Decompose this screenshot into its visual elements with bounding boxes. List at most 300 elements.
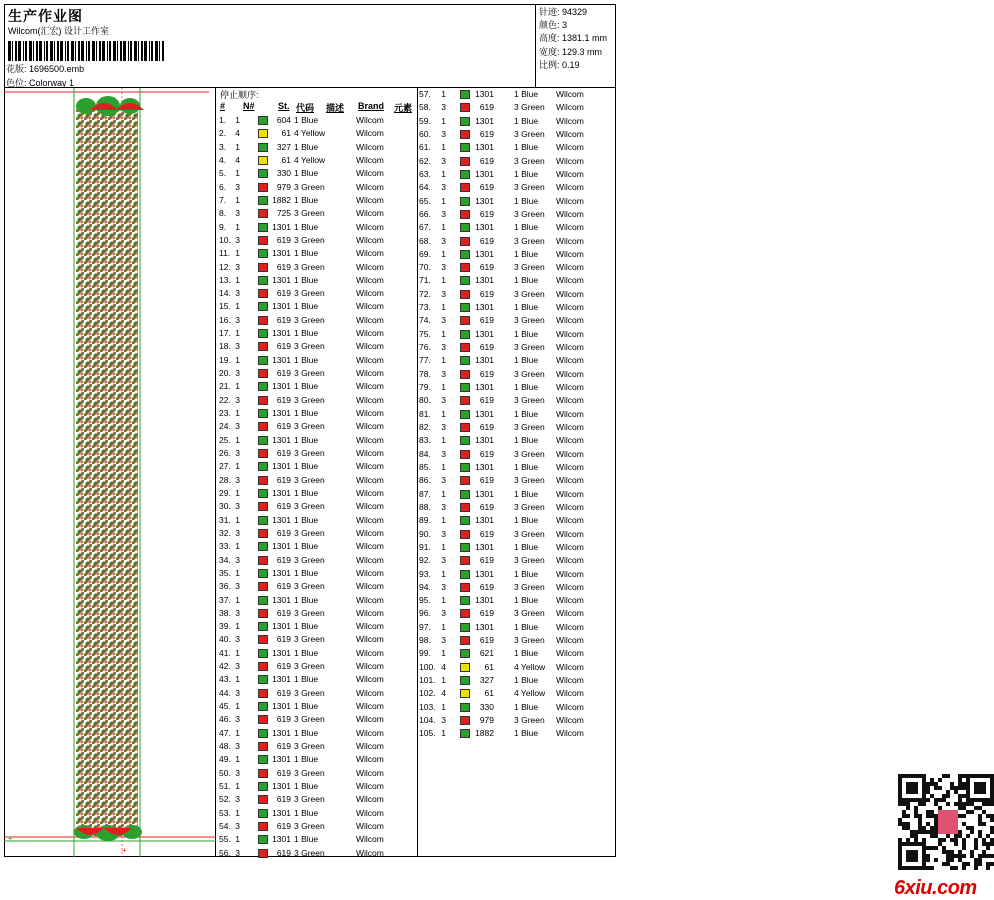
color-swatch xyxy=(258,782,268,791)
stop-row xyxy=(418,727,616,740)
color-swatch xyxy=(258,675,268,684)
row-stitches: 1301 xyxy=(475,408,494,419)
row-needle: 1 xyxy=(235,381,240,392)
stop-row xyxy=(418,714,616,727)
color-swatch xyxy=(258,835,268,844)
row-stitches: 1301 xyxy=(475,195,494,206)
row-description: 3 Green xyxy=(514,368,545,379)
row-brand: Wilcom xyxy=(556,208,584,219)
row-brand: Wilcom xyxy=(556,728,584,739)
stop-row xyxy=(216,713,417,726)
row-stitches: 619 xyxy=(276,581,291,592)
row-stitches: 1301 xyxy=(272,221,291,232)
row-description: 1 Blue xyxy=(514,275,539,286)
row-brand: Wilcom xyxy=(556,288,584,299)
row-brand: Wilcom xyxy=(556,541,584,552)
row-stitches: 619 xyxy=(276,288,291,299)
color-swatch xyxy=(258,196,268,205)
stop-row xyxy=(216,300,417,313)
color-swatch xyxy=(460,503,470,512)
row-brand: Wilcom xyxy=(556,435,584,446)
row-index: 8. xyxy=(219,208,227,219)
color-swatch xyxy=(460,436,470,445)
color-swatch xyxy=(460,303,470,312)
color-swatch xyxy=(460,716,470,725)
row-description: 3 Green xyxy=(294,394,325,405)
row-description: 1 Blue xyxy=(514,302,539,313)
stop-row xyxy=(418,581,616,594)
row-stitches: 1301 xyxy=(475,461,494,472)
row-brand: Wilcom xyxy=(356,541,384,552)
row-brand: Wilcom xyxy=(356,234,384,245)
row-needle: 3 xyxy=(235,581,240,592)
stop-row xyxy=(418,208,616,221)
row-index: 83. xyxy=(419,435,431,446)
row-brand: Wilcom xyxy=(356,714,384,725)
color-swatch xyxy=(460,689,470,698)
row-index: 13. xyxy=(219,274,231,285)
row-stitches: 619 xyxy=(479,315,494,326)
row-needle: 1 xyxy=(235,301,240,312)
row-brand: Wilcom xyxy=(356,381,384,392)
row-description: 3 Green xyxy=(514,182,545,193)
stop-row xyxy=(216,380,417,393)
row-index: 37. xyxy=(219,594,231,605)
row-index: 23. xyxy=(219,408,231,419)
row-needle: 3 xyxy=(441,262,446,273)
color-swatch xyxy=(258,596,268,605)
stop-row xyxy=(418,141,616,154)
stop-row xyxy=(418,221,616,234)
row-index: 103. xyxy=(419,701,436,712)
stop-row xyxy=(216,793,417,806)
row-needle: 1 xyxy=(235,408,240,419)
row-brand: Wilcom xyxy=(556,701,584,712)
color-swatch xyxy=(258,662,268,671)
row-brand: Wilcom xyxy=(556,688,584,699)
stop-row xyxy=(216,554,417,567)
row-needle: 3 xyxy=(235,501,240,512)
row-index: 64. xyxy=(419,182,431,193)
row-stitches: 1301 xyxy=(272,541,291,552)
row-index: 3. xyxy=(219,141,227,152)
row-description: 3 Green xyxy=(514,128,545,139)
row-needle: 3 xyxy=(235,421,240,432)
row-description: 1 Blue xyxy=(294,621,319,632)
row-brand: Wilcom xyxy=(556,595,584,606)
color-swatch xyxy=(258,276,268,285)
row-stitches: 1301 xyxy=(272,647,291,658)
color-swatch xyxy=(460,490,470,499)
row-needle: 3 xyxy=(441,102,446,113)
row-needle: 1 xyxy=(235,487,240,498)
row-brand: Wilcom xyxy=(356,767,384,778)
row-stitches: 61 xyxy=(281,128,291,139)
color-swatch xyxy=(258,715,268,724)
stop-row xyxy=(418,647,616,660)
stop-row xyxy=(216,527,417,540)
row-stitches: 619 xyxy=(479,501,494,512)
row-index: 27. xyxy=(219,461,231,472)
row-needle: 3 xyxy=(441,608,446,619)
row-description: 3 Green xyxy=(294,527,325,538)
row-description: 1 Blue xyxy=(514,488,539,499)
row-description: 3 Green xyxy=(294,181,325,192)
row-needle: 1 xyxy=(441,488,446,499)
stat-scale xyxy=(539,59,613,72)
row-needle: 1 xyxy=(235,248,240,259)
row-needle: 3 xyxy=(235,741,240,752)
row-needle: 1 xyxy=(441,302,446,313)
design-value: 1696500.emb xyxy=(29,64,85,74)
stop-row xyxy=(216,181,417,194)
row-stitches: 619 xyxy=(276,474,291,485)
color-swatch xyxy=(460,316,470,325)
row-index: 97. xyxy=(419,621,431,632)
row-index: 75. xyxy=(419,328,431,339)
row-index: 15. xyxy=(219,301,231,312)
color-swatch xyxy=(460,623,470,632)
row-description: 3 Green xyxy=(294,314,325,325)
row-needle: 3 xyxy=(441,528,446,539)
row-brand: Wilcom xyxy=(356,261,384,272)
stop-sequence-label: 停止顺序: xyxy=(220,90,259,100)
row-needle: 3 xyxy=(441,475,446,486)
stop-row xyxy=(216,767,417,780)
row-needle: 3 xyxy=(235,208,240,219)
row-description: 3 Green xyxy=(294,474,325,485)
row-stitches: 1301 xyxy=(272,514,291,525)
stop-row xyxy=(216,833,417,846)
color-swatch xyxy=(258,449,268,458)
row-description: 4 Yellow xyxy=(294,128,326,139)
row-index: 78. xyxy=(419,368,431,379)
stat-value: 0.19 xyxy=(562,59,580,70)
row-index: 7. xyxy=(219,194,227,205)
color-swatch xyxy=(258,556,268,565)
row-stitches: 1882 xyxy=(272,194,291,205)
stop-row xyxy=(216,207,417,220)
stop-row xyxy=(418,408,616,421)
row-index: 93. xyxy=(419,568,431,579)
color-swatch xyxy=(460,117,470,126)
row-brand: Wilcom xyxy=(556,395,584,406)
row-description: 1 Blue xyxy=(514,168,539,179)
row-brand: Wilcom xyxy=(556,475,584,486)
row-index: 40. xyxy=(219,634,231,645)
row-index: 10. xyxy=(219,234,231,245)
row-needle: 3 xyxy=(235,554,240,565)
row-index: 39. xyxy=(219,621,231,632)
design-label: 花版: xyxy=(6,64,27,74)
col-brand: Brand xyxy=(358,101,385,111)
row-stitches: 619 xyxy=(276,234,291,245)
row-description: 1 Blue xyxy=(294,514,319,525)
color-swatch xyxy=(460,609,470,618)
row-needle: 1 xyxy=(441,89,446,99)
stop-row xyxy=(418,661,616,674)
color-swatch xyxy=(460,90,470,99)
row-index: 72. xyxy=(419,288,431,299)
row-needle: 3 xyxy=(235,394,240,405)
row-stitches: 619 xyxy=(479,395,494,406)
row-index: 77. xyxy=(419,355,431,366)
row-stitches: 1301 xyxy=(272,408,291,419)
color-swatch xyxy=(460,263,470,272)
row-needle: 1 xyxy=(441,648,446,659)
row-description: 1 Blue xyxy=(514,195,539,206)
row-brand: Wilcom xyxy=(556,142,584,153)
row-brand: Wilcom xyxy=(556,328,584,339)
row-index: 59. xyxy=(419,115,431,126)
color-swatch xyxy=(258,356,268,365)
row-needle: 1 xyxy=(235,274,240,285)
row-stitches: 330 xyxy=(479,701,494,712)
row-stitches: 619 xyxy=(276,661,291,672)
color-swatch xyxy=(258,809,268,818)
row-needle: 1 xyxy=(235,194,240,205)
top-strawberries xyxy=(76,96,144,116)
row-index: 9. xyxy=(219,221,227,232)
row-brand: Wilcom xyxy=(356,248,384,259)
row-stitches: 1301 xyxy=(272,834,291,845)
row-needle: 1 xyxy=(441,515,446,526)
page-title: 生产作业图 xyxy=(8,8,83,24)
row-index: 104. xyxy=(419,715,436,726)
color-swatch xyxy=(258,249,268,258)
row-description: 1 Blue xyxy=(294,141,319,152)
row-needle: 4 xyxy=(235,128,240,139)
row-description: 1 Blue xyxy=(294,301,319,312)
row-needle: 1 xyxy=(235,514,240,525)
row-description: 1 Blue xyxy=(514,142,539,153)
header xyxy=(4,4,616,88)
color-swatch xyxy=(258,422,268,431)
row-stitches: 1301 xyxy=(272,807,291,818)
color-swatch xyxy=(258,702,268,711)
color-swatch xyxy=(460,703,470,712)
row-stitches: 330 xyxy=(276,168,291,179)
color-swatch xyxy=(258,143,268,152)
row-description: 3 Green xyxy=(294,554,325,565)
color-swatch xyxy=(460,543,470,552)
row-index: 70. xyxy=(419,262,431,273)
row-index: 86. xyxy=(419,475,431,486)
row-description: 1 Blue xyxy=(294,567,319,578)
stat-colors xyxy=(539,19,613,32)
row-index: 84. xyxy=(419,448,431,459)
row-description: 3 Green xyxy=(294,607,325,618)
row-brand: Wilcom xyxy=(556,248,584,259)
row-needle: 3 xyxy=(235,767,240,778)
row-stitches: 619 xyxy=(276,314,291,325)
row-brand: Wilcom xyxy=(556,102,584,113)
stop-row xyxy=(418,687,616,700)
row-index: 11. xyxy=(219,248,231,259)
color-swatch xyxy=(460,450,470,459)
row-brand: Wilcom xyxy=(356,221,384,232)
row-stitches: 327 xyxy=(479,675,494,686)
row-needle: 3 xyxy=(235,341,240,352)
row-needle: 1 xyxy=(441,355,446,366)
row-description: 3 Green xyxy=(294,261,325,272)
row-description: 3 Green xyxy=(294,368,325,379)
row-brand: Wilcom xyxy=(556,168,584,179)
stop-row xyxy=(418,354,616,367)
stop-row xyxy=(216,514,417,527)
row-brand: Wilcom xyxy=(556,262,584,273)
row-needle: 3 xyxy=(441,155,446,166)
color-swatch xyxy=(460,476,470,485)
company-name: Wilcom(汇宏) 设计工作室 xyxy=(8,26,109,36)
row-stitches: 1301 xyxy=(272,781,291,791)
stop-row xyxy=(418,501,616,514)
row-index: 55. xyxy=(219,834,231,845)
row-stitches: 619 xyxy=(479,555,494,566)
stop-row xyxy=(418,235,616,248)
row-brand: Wilcom xyxy=(556,675,584,686)
row-brand: Wilcom xyxy=(356,581,384,592)
color-swatch xyxy=(460,423,470,432)
stop-row xyxy=(418,381,616,394)
row-needle: 3 xyxy=(441,715,446,726)
row-needle: 1 xyxy=(441,222,446,233)
row-index: 14. xyxy=(219,288,231,299)
row-description: 3 Green xyxy=(514,208,545,219)
stop-row xyxy=(216,474,417,487)
color-swatch xyxy=(258,689,268,698)
stop-row xyxy=(418,594,616,607)
color-swatch xyxy=(258,822,268,831)
row-description: 3 Green xyxy=(514,288,545,299)
color-swatch xyxy=(258,462,268,471)
row-needle: 1 xyxy=(235,647,240,658)
row-description: 1 Blue xyxy=(294,541,319,552)
stat-value: 1381.1 mm xyxy=(562,33,608,44)
row-stitches: 1882 xyxy=(475,728,494,739)
stat-label: 比例: xyxy=(539,59,560,70)
row-needle: 1 xyxy=(441,195,446,206)
row-brand: Wilcom xyxy=(556,661,584,672)
row-index: 41. xyxy=(219,647,231,658)
color-swatch xyxy=(258,209,268,218)
row-index: 43. xyxy=(219,674,231,685)
row-description: 1 Blue xyxy=(514,408,539,419)
row-index: 66. xyxy=(419,208,431,219)
row-description: 3 Green xyxy=(514,102,545,113)
row-description: 1 Blue xyxy=(514,621,539,632)
row-brand: Wilcom xyxy=(556,155,584,166)
stat-width xyxy=(539,46,613,59)
row-description: 1 Blue xyxy=(294,168,319,179)
stop-row xyxy=(216,141,417,154)
row-stitches: 1301 xyxy=(272,461,291,472)
row-needle: 3 xyxy=(235,448,240,458)
color-swatch xyxy=(258,116,268,125)
color-swatch xyxy=(258,223,268,232)
row-stitches: 619 xyxy=(276,687,291,698)
row-description: 3 Green xyxy=(294,847,325,858)
row-brand: Wilcom xyxy=(356,527,384,538)
row-needle: 1 xyxy=(441,435,446,446)
row-brand: Wilcom xyxy=(556,408,584,419)
row-stitches: 1301 xyxy=(475,488,494,499)
row-stitches: 619 xyxy=(276,421,291,432)
stop-row xyxy=(216,167,417,180)
row-needle: 3 xyxy=(441,501,446,512)
row-stitches: 1301 xyxy=(272,381,291,392)
row-stitches: 619 xyxy=(479,448,494,459)
row-needle: 1 xyxy=(235,781,240,791)
stop-row xyxy=(216,727,417,740)
stop-row xyxy=(216,660,417,673)
row-brand: Wilcom xyxy=(356,461,384,472)
row-brand: Wilcom xyxy=(356,594,384,605)
color-swatch xyxy=(460,143,470,152)
row-description: 3 Green xyxy=(514,262,545,273)
row-stitches: 1301 xyxy=(475,355,494,366)
row-needle: 1 xyxy=(235,434,240,445)
row-stitches: 1301 xyxy=(475,621,494,632)
row-needle: 3 xyxy=(235,527,240,538)
row-index: 89. xyxy=(419,515,431,526)
row-description: 1 Blue xyxy=(294,328,319,339)
row-index: 47. xyxy=(219,727,231,738)
row-brand: Wilcom xyxy=(356,208,384,219)
row-brand: Wilcom xyxy=(356,687,384,698)
color-swatch xyxy=(258,342,268,351)
row-brand: Wilcom xyxy=(356,487,384,498)
stop-row xyxy=(216,287,417,300)
row-stitches: 619 xyxy=(276,448,291,458)
row-index: 30. xyxy=(219,501,231,512)
row-stitches: 619 xyxy=(276,794,291,805)
row-brand: Wilcom xyxy=(356,727,384,738)
color-swatch xyxy=(258,289,268,298)
row-description: 3 Green xyxy=(514,395,545,406)
row-brand: Wilcom xyxy=(556,461,584,472)
color-swatch xyxy=(460,250,470,259)
row-index: 12. xyxy=(219,261,231,272)
row-brand: Wilcom xyxy=(356,314,384,325)
row-description: 3 Green xyxy=(514,501,545,512)
color-swatch xyxy=(258,849,268,858)
row-index: 56. xyxy=(219,847,231,858)
row-stitches: 619 xyxy=(479,128,494,139)
row-stitches: 619 xyxy=(276,767,291,778)
colorway-value: Colorway 1 xyxy=(29,78,75,88)
row-index: 99. xyxy=(419,648,431,659)
row-stitches: 619 xyxy=(479,368,494,379)
row-index: 80. xyxy=(419,395,431,406)
row-index: 82. xyxy=(419,422,431,432)
row-stitches: 1301 xyxy=(272,701,291,712)
row-needle: 3 xyxy=(441,448,446,459)
stop-row xyxy=(216,127,417,140)
stop-row xyxy=(418,514,616,527)
stop-row xyxy=(216,753,417,766)
color-swatch xyxy=(258,156,268,165)
color-swatch xyxy=(258,542,268,551)
row-stitches: 1301 xyxy=(272,594,291,605)
row-index: 81. xyxy=(419,408,431,419)
color-swatch xyxy=(258,635,268,644)
row-index: 73. xyxy=(419,302,431,313)
color-swatch xyxy=(460,729,470,738)
row-needle: 1 xyxy=(441,595,446,606)
row-needle: 1 xyxy=(441,568,446,579)
row-index: 19. xyxy=(219,354,231,365)
